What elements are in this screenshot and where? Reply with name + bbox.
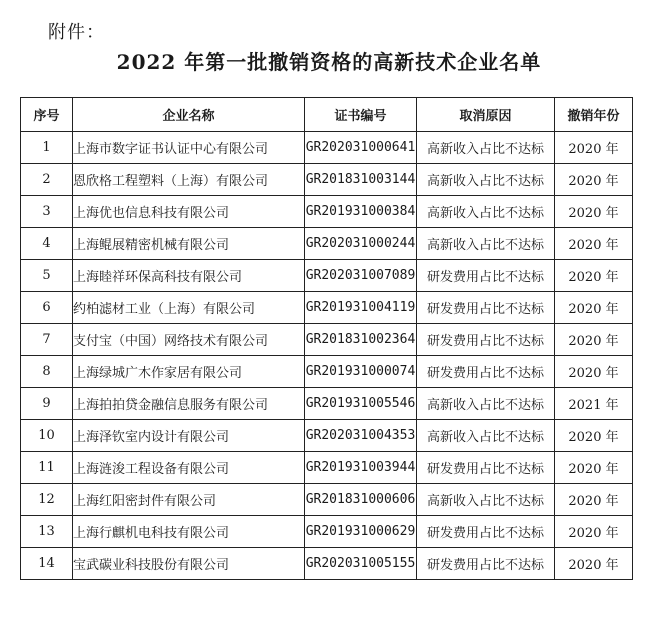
table-row bbox=[21, 228, 633, 260]
cell-company-name: 上海拍拍贷金融信息服务有限公司 bbox=[73, 388, 305, 420]
header-certificate-number: 证书编号 bbox=[305, 98, 417, 132]
cell-revoke-year: 2020 年 bbox=[555, 484, 633, 516]
cell-revoke-year: 2020 年 bbox=[555, 356, 633, 388]
cell-certificate-number: GR202031007089 bbox=[305, 260, 417, 292]
table-row bbox=[21, 356, 633, 388]
cell-certificate-number: GR201831002364 bbox=[305, 324, 417, 356]
header-revoke-year: 撤销年份 bbox=[555, 98, 633, 132]
cell-serial-number: 6 bbox=[21, 292, 73, 324]
cell-company-name: 支付宝（中国）网络技术有限公司 bbox=[73, 324, 305, 356]
cell-serial-number: 8 bbox=[21, 356, 73, 388]
table-row bbox=[21, 196, 633, 228]
table-row bbox=[21, 516, 633, 548]
cell-company-name: 上海鲲展精密机械有限公司 bbox=[73, 228, 305, 260]
page-title: 2022 年第一批撤销资格的高新技术企业名单 bbox=[116, 50, 542, 74]
cell-certificate-number: GR201831000606 bbox=[305, 484, 417, 516]
table-row bbox=[21, 132, 633, 164]
cell-serial-number: 10 bbox=[21, 420, 73, 452]
cell-revoke-year: 2020 年 bbox=[555, 324, 633, 356]
cell-revoke-year: 2020 年 bbox=[555, 260, 633, 292]
table-body bbox=[21, 132, 633, 580]
cell-certificate-number: GR201931000629 bbox=[305, 516, 417, 548]
cell-revoke-year: 2020 年 bbox=[555, 292, 633, 324]
cell-cancel-reason: 研发费用占比不达标 bbox=[417, 356, 555, 388]
cell-cancel-reason: 高新收入占比不达标 bbox=[417, 196, 555, 228]
table-row bbox=[21, 388, 633, 420]
header-serial-number: 序号 bbox=[21, 98, 73, 132]
cell-cancel-reason: 高新收入占比不达标 bbox=[417, 228, 555, 260]
table-row bbox=[21, 292, 633, 324]
cell-company-name: 上海行麒机电科技有限公司 bbox=[73, 516, 305, 548]
cell-serial-number: 9 bbox=[21, 388, 73, 420]
header-company-name: 企业名称 bbox=[73, 98, 305, 132]
cell-serial-number: 2 bbox=[21, 164, 73, 196]
cell-cancel-reason: 高新收入占比不达标 bbox=[417, 164, 555, 196]
cell-revoke-year: 2020 年 bbox=[555, 516, 633, 548]
cell-certificate-number: GR201931005546 bbox=[305, 388, 417, 420]
table-row bbox=[21, 548, 633, 580]
cell-cancel-reason: 研发费用占比不达标 bbox=[417, 452, 555, 484]
cell-cancel-reason: 高新收入占比不达标 bbox=[417, 388, 555, 420]
cell-revoke-year: 2020 年 bbox=[555, 228, 633, 260]
cell-cancel-reason: 研发费用占比不达标 bbox=[417, 324, 555, 356]
cell-certificate-number: GR201931000384 bbox=[305, 196, 417, 228]
attachment-label: 附件： bbox=[48, 22, 105, 43]
cell-company-name: 上海绿城广木作家居有限公司 bbox=[73, 356, 305, 388]
cell-cancel-reason: 高新收入占比不达标 bbox=[417, 132, 555, 164]
header-cancel-reason: 取消原因 bbox=[417, 98, 555, 132]
table-row bbox=[21, 324, 633, 356]
table-row bbox=[21, 420, 633, 452]
cell-certificate-number: GR201831003144 bbox=[305, 164, 417, 196]
cell-cancel-reason: 研发费用占比不达标 bbox=[417, 516, 555, 548]
cell-serial-number: 14 bbox=[21, 548, 73, 580]
table-row bbox=[21, 260, 633, 292]
cell-cancel-reason: 研发费用占比不达标 bbox=[417, 292, 555, 324]
cell-revoke-year: 2020 年 bbox=[555, 548, 633, 580]
cell-certificate-number: GR202031004353 bbox=[305, 420, 417, 452]
cell-cancel-reason: 研发费用占比不达标 bbox=[417, 260, 555, 292]
revoked-enterprises-table bbox=[20, 97, 633, 580]
cell-serial-number: 4 bbox=[21, 228, 73, 260]
cell-certificate-number: GR201931000074 bbox=[305, 356, 417, 388]
cell-serial-number: 1 bbox=[21, 132, 73, 164]
cell-revoke-year: 2020 年 bbox=[555, 452, 633, 484]
cell-cancel-reason: 高新收入占比不达标 bbox=[417, 420, 555, 452]
cell-certificate-number: GR202031005155 bbox=[305, 548, 417, 580]
table-header-row bbox=[21, 98, 633, 132]
cell-company-name: 上海市数字证书认证中心有限公司 bbox=[73, 132, 305, 164]
cell-company-name: 恩欣格工程塑料（上海）有限公司 bbox=[73, 164, 305, 196]
cell-serial-number: 11 bbox=[21, 452, 73, 484]
cell-cancel-reason: 研发费用占比不达标 bbox=[417, 548, 555, 580]
cell-serial-number: 5 bbox=[21, 260, 73, 292]
cell-revoke-year: 2021 年 bbox=[555, 388, 633, 420]
cell-revoke-year: 2020 年 bbox=[555, 164, 633, 196]
cell-company-name: 上海涟浚工程设备有限公司 bbox=[73, 452, 305, 484]
cell-company-name: 约柏滤材工业（上海）有限公司 bbox=[73, 292, 305, 324]
cell-certificate-number: GR202031000641 bbox=[305, 132, 417, 164]
cell-company-name: 上海优也信息科技有限公司 bbox=[73, 196, 305, 228]
cell-company-name: 上海睦祥环保高科技有限公司 bbox=[73, 260, 305, 292]
cell-revoke-year: 2020 年 bbox=[555, 132, 633, 164]
cell-serial-number: 7 bbox=[21, 324, 73, 356]
cell-certificate-number: GR201931003944 bbox=[305, 452, 417, 484]
cell-cancel-reason: 高新收入占比不达标 bbox=[417, 484, 555, 516]
table-row bbox=[21, 164, 633, 196]
table-row bbox=[21, 484, 633, 516]
table-row bbox=[21, 452, 633, 484]
cell-revoke-year: 2020 年 bbox=[555, 420, 633, 452]
cell-company-name: 宝武碳业科技股份有限公司 bbox=[73, 548, 305, 580]
cell-company-name: 上海红阳密封件有限公司 bbox=[73, 484, 305, 516]
cell-company-name: 上海泽钦室内设计有限公司 bbox=[73, 420, 305, 452]
cell-serial-number: 3 bbox=[21, 196, 73, 228]
cell-serial-number: 13 bbox=[21, 516, 73, 548]
cell-revoke-year: 2020 年 bbox=[555, 196, 633, 228]
cell-certificate-number: GR202031000244 bbox=[305, 228, 417, 260]
cell-serial-number: 12 bbox=[21, 484, 73, 516]
cell-certificate-number: GR201931004119 bbox=[305, 292, 417, 324]
